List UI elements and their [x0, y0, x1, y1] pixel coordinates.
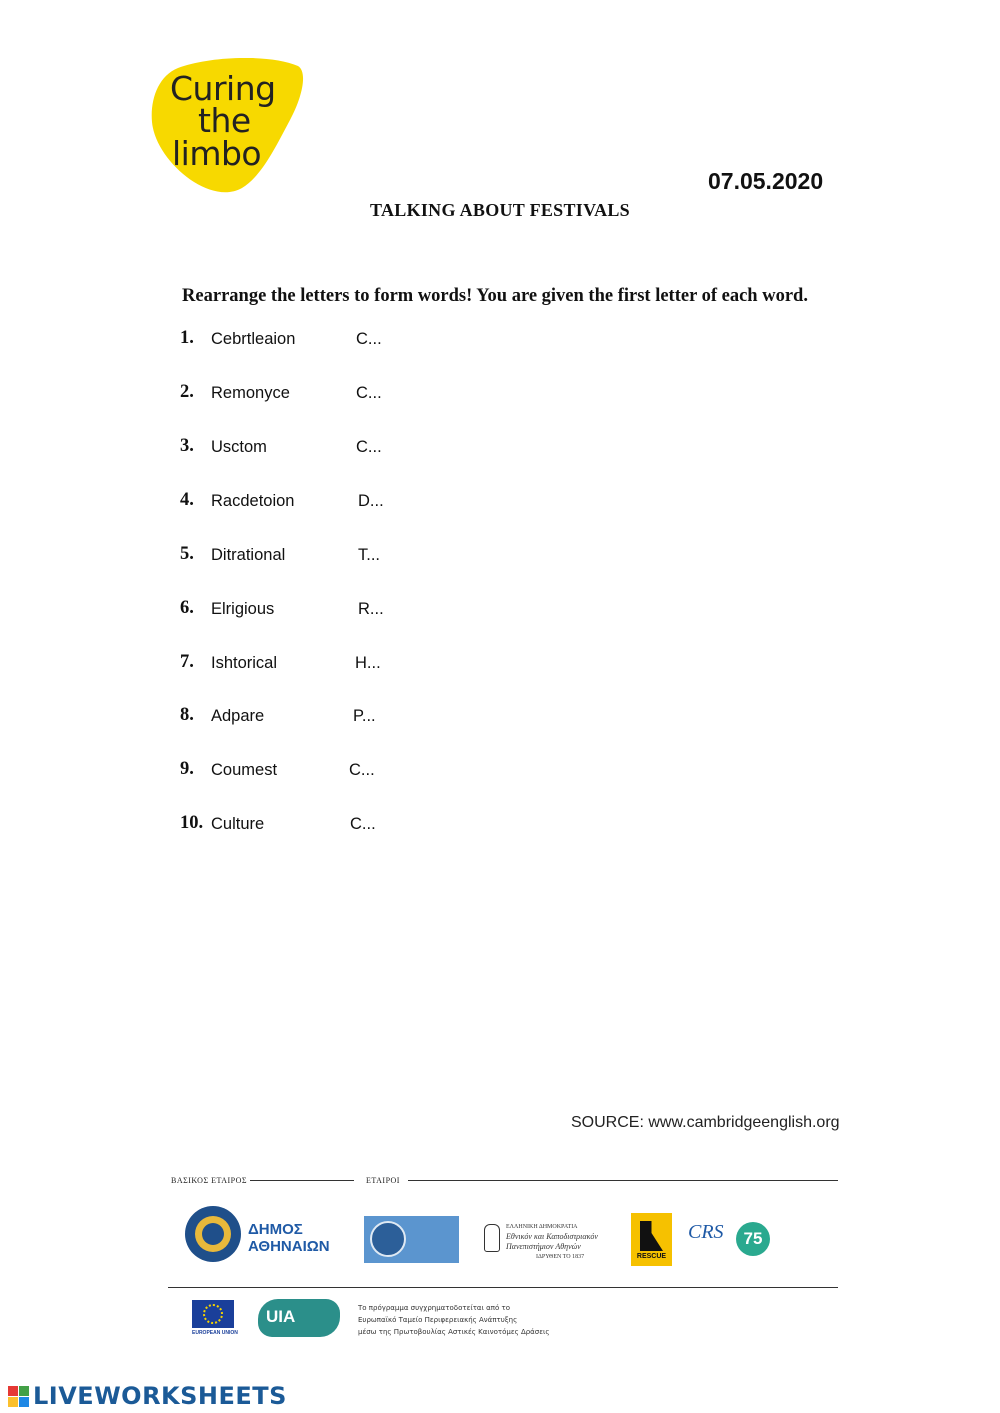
uia-logo: UIA — [258, 1299, 340, 1337]
item-number: 10. — [180, 813, 204, 833]
partner-logo-irc: RESCUE — [631, 1213, 672, 1266]
divider — [408, 1180, 838, 1181]
list-item — [180, 436, 580, 460]
first-letter-hint: P... — [353, 707, 376, 725]
partner-logo-athens-partnership — [364, 1216, 459, 1263]
university-emblem-icon — [484, 1224, 500, 1252]
list-item — [180, 328, 580, 352]
curing-the-limbo-logo — [150, 58, 305, 193]
scrambled-word: Adpare — [211, 707, 265, 725]
first-letter-hint: C... — [356, 384, 382, 402]
first-letter-hint: C... — [350, 815, 376, 833]
instruction-text: Rearrange the letters to form words! You are given the first letter of each word. — [182, 286, 808, 306]
first-letter-hint: C... — [349, 761, 375, 779]
first-letter-hint: C... — [356, 438, 382, 456]
list-item — [180, 382, 580, 406]
item-number: 1. — [180, 328, 194, 348]
worksheet-date: 07.05.2020 — [708, 168, 824, 194]
partner-logo-university: ΕΛΛΗΝΙΚΗ ΔΗΜΟΚΡΑΤΙΑ Εθνικόν και Καποδιστριακόν Πανεπιστήμιον Αθηνών ΙΔΡΥΘΕΝ ΤΟ 1837 — [484, 1222, 614, 1258]
item-number: 9. — [180, 759, 194, 779]
list-item — [180, 652, 580, 676]
scrambled-word: Remonyce — [211, 384, 290, 402]
scrambled-word: Elrigious — [211, 600, 275, 618]
worksheet-title: TALKING ABOUT FESTIVALS — [370, 200, 630, 220]
cofunding-notice: Το πρόγραμμα συγχρηματοδοτείται από το Ευρωπαϊκό Ταμείο Περιφερειακής Ανάπτυξης μέσω της Πρωτοβουλίας Αστικές Καινοτόμες Δράσεις — [358, 1304, 550, 1336]
list-item — [180, 759, 580, 783]
liveworksheets-wordmark: LIVEWORKSHEETS — [33, 1382, 287, 1410]
logo-line-1: Curing — [170, 69, 276, 108]
scrambled-word: Racdetoion — [211, 492, 295, 510]
scrambled-word: Cebrtleaion — [211, 330, 296, 348]
scrambled-word: Ditrational — [211, 546, 286, 564]
liveworksheets-cube-icon — [8, 1386, 30, 1408]
partners-label: ΕΤΑΙΡΟΙ — [366, 1176, 400, 1185]
first-letter-hint: D... — [358, 492, 384, 510]
logo-line-3: limbo — [172, 134, 262, 173]
source-credit: SOURCE: www.cambridgeenglish.org — [571, 1114, 840, 1131]
item-number: 6. — [180, 598, 194, 618]
list-item — [180, 705, 580, 729]
first-letter-hint: C... — [356, 330, 382, 348]
item-number: 4. — [180, 490, 194, 510]
item-number: 7. — [180, 652, 194, 672]
divider — [250, 1180, 354, 1181]
list-item — [180, 813, 580, 837]
scrambled-word: Coumest — [211, 761, 278, 779]
list-item — [180, 544, 580, 568]
logo-line-2: the — [198, 101, 251, 140]
list-item — [180, 598, 580, 622]
partner-logo-crs: CRS — [688, 1221, 724, 1243]
irc-mark-icon — [640, 1221, 663, 1251]
list-item — [180, 490, 580, 514]
item-number: 5. — [180, 544, 194, 564]
scrambled-word: Usctom — [211, 438, 267, 456]
eu-label: EUROPEAN UNION — [192, 1330, 238, 1336]
item-number: 8. — [180, 705, 194, 725]
scrambled-word: Ishtorical — [211, 654, 278, 672]
first-letter-hint: H... — [355, 654, 381, 672]
athens-municipality-name: ΔΗΜΟΣ ΑΘΗΝΑΙΩΝ — [248, 1221, 330, 1255]
item-number: 2. — [180, 382, 194, 402]
eu-flag-icon — [192, 1300, 234, 1328]
crs-75-badge: 75 — [736, 1222, 770, 1256]
scrambled-word: Culture — [211, 815, 265, 833]
athens-municipality-seal — [185, 1206, 241, 1262]
first-letter-hint: T... — [358, 546, 381, 564]
item-number: 3. — [180, 436, 194, 456]
first-letter-hint: R... — [358, 600, 384, 618]
main-partner-label: ΒΑΣΙΚΟΣ ΕΤΑΙΡΟΣ — [171, 1176, 248, 1185]
divider — [168, 1287, 838, 1288]
